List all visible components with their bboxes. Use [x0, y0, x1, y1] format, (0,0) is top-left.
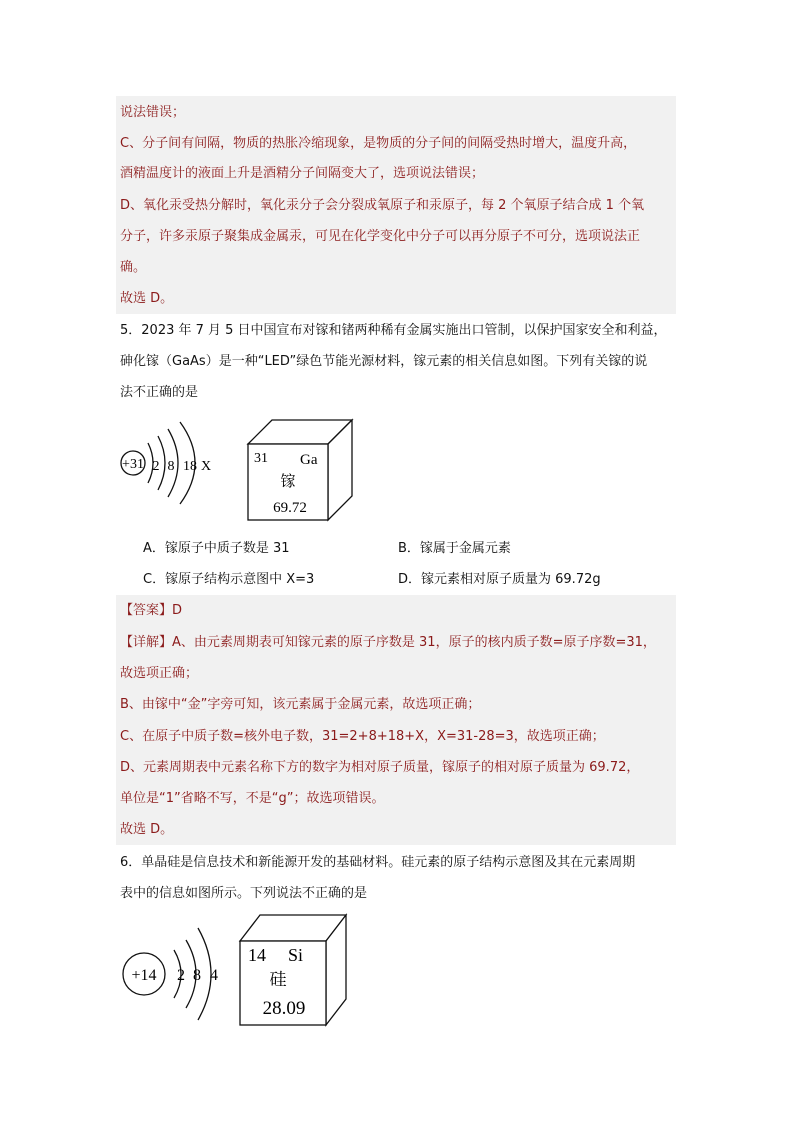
q5-option-b[interactable]: B．镓属于金属元素: [398, 541, 511, 556]
prev-answer-option-d-end: 确。: [120, 260, 147, 275]
shell-electron-count: 18: [183, 459, 197, 474]
q5-option-c[interactable]: C．镓原子结构示意图中 X=3: [143, 572, 315, 587]
nucleus-charge: +31: [122, 457, 144, 472]
q5-detail-d-cont: 单位是“1”省略不写，不是“g”；故选项错误。: [120, 791, 385, 806]
q5-stem-line1: 5．2023 年 7 月 5 日中国宣布对镓和锗两种稀有金属实施出口管制，以保护国家安全和利益，: [120, 323, 667, 338]
prev-answer-line: 说法错误；: [120, 105, 186, 120]
element-name: 硅: [269, 970, 287, 989]
atomic-number: 14: [248, 945, 266, 965]
q5-stem-line3: 法不正确的是: [120, 385, 199, 400]
silicon-atom-structure-diagram: [118, 920, 224, 1028]
q5-selection: 故选 D。: [120, 822, 174, 837]
prev-answer-option-d-cont: 分子，许多汞原子聚集成金属汞，可见在化学变化中分子可以再分原子不可分，选项说法正: [120, 229, 641, 244]
shell-electron-count: 2: [152, 459, 160, 474]
element-name: 镓: [280, 474, 296, 490]
prev-answer-option-c-cont: 酒精温度计的液面上升是酒精分子间隔变大了，选项说法错误；: [120, 166, 485, 181]
q5-detail-a: [120, 635, 656, 651]
shell-electron-count: 8: [193, 967, 201, 984]
q5-detail-d: D、元素周期表中元素名称下方的数字为相对原子质量，镓原子的相对原子质量为 69.72，: [120, 760, 640, 775]
q5-detail-label: 【详解】: [120, 635, 173, 650]
shell-electron-count: X: [200, 459, 212, 474]
q5-detail-c: C、在原子中质子数=核外电子数，31=2+8+18+X，X=31-28=3，故选项正确；: [120, 729, 605, 744]
shell-electron-count: 4: [210, 967, 218, 984]
shell-electron-count: 2: [177, 967, 185, 984]
atomic-mass: 28.09: [262, 998, 306, 1019]
silicon-element-cell: [238, 913, 350, 1027]
q5-detail-b: B、由镓中“金”字旁可知，该元素属于金属元素，故选项正确；: [120, 697, 481, 712]
shell-electron-count: 8: [167, 459, 175, 474]
atomic-number: 31: [254, 451, 268, 466]
q5-answer: 【答案】D: [120, 603, 183, 618]
gallium-atom-structure-diagram: [116, 408, 226, 518]
q5-option-a[interactable]: A．镓原子中质子数是 31: [143, 541, 290, 556]
nucleus-charge: +14: [131, 967, 157, 984]
q6-stem-line1: 6．单晶硅是信息技术和新能源开发的基础材料。硅元素的原子结构示意图及其在元素周期: [120, 855, 636, 870]
q5-answer-block: [116, 595, 676, 845]
element-symbol: Ga: [300, 452, 318, 468]
q5-option-d[interactable]: D．镓元素相对原子质量为 69.72g: [398, 572, 601, 587]
q5-stem-line2: 砷化镓（GaAs）是一种“LED”绿色节能光源材料，镓元素的相关信息如图。下列有关镓的说: [120, 354, 648, 369]
prev-answer-selection: 故选 D。: [120, 291, 174, 306]
prev-answer-option-d: D、氧化汞受热分解时，氧化汞分子会分裂成氧原子和汞原子，每 2 个氧原子结合成 1 个氧: [120, 198, 645, 213]
element-symbol: Si: [288, 945, 304, 965]
gallium-element-cell: [246, 418, 358, 522]
q5-detail-a-text: A、由元素周期表可知镓元素的原子序数是 31，原子的核内质子数=原子序数=31，: [172, 635, 656, 650]
q5-detail-a-cont: 故选项正确；: [120, 666, 199, 681]
q6-stem-line2: 表中的信息如图所示。下列说法不正确的是: [120, 886, 368, 901]
atomic-mass: 69.72: [273, 500, 307, 516]
prev-answer-option-c: C、分子间有间隔，物质的热胀冷缩现象，是物质的分子间的间隔受热时增大，温度升高，: [120, 136, 637, 151]
